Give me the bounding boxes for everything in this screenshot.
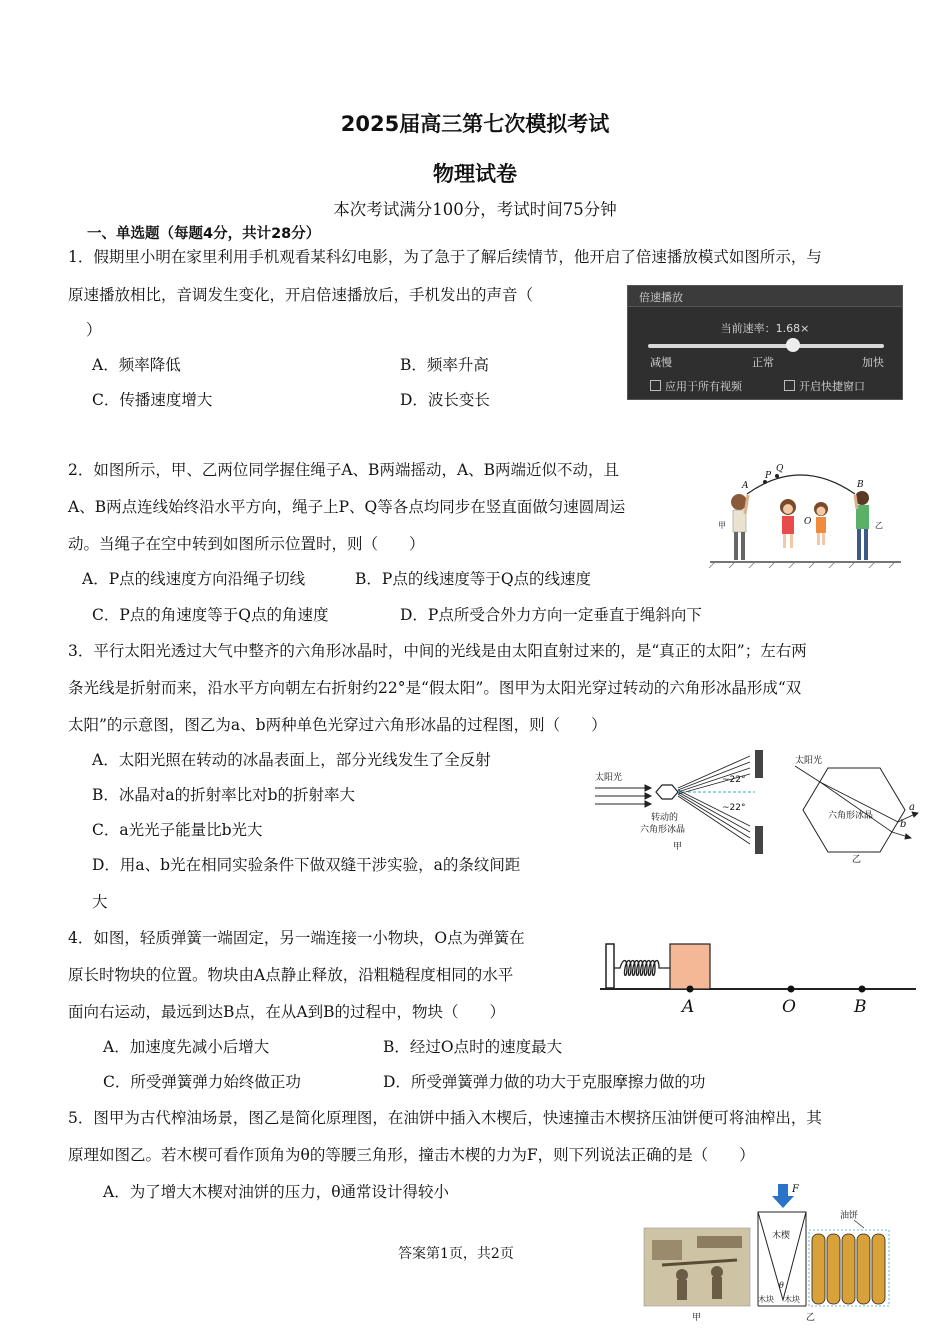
checkbox-quick-window-label: 开启快捷窗口 (799, 380, 865, 393)
panel-header-label: 倍速播放 (639, 291, 683, 304)
q4-option-a[interactable]: A．加速度先减小后增大 (103, 1038, 270, 1056)
ray-b-label: b (900, 819, 907, 830)
q2-option-a[interactable]: A．P点的线速度方向沿绳子切线 (82, 570, 306, 588)
playback-speed-panel (627, 285, 903, 400)
theta-label: θ (779, 1281, 784, 1290)
q4-option-b[interactable]: B．经过O点时的速度最大 (383, 1038, 563, 1056)
angle-label-1: ~22° (722, 775, 746, 785)
oil-press-figure (642, 1180, 902, 1340)
force-label: F (792, 1184, 799, 1195)
q3-option-b[interactable]: B．冰晶对a的折射率比对b的折射率大 (92, 786, 356, 804)
angle-label-2: ~22° (722, 803, 746, 813)
q3-option-c[interactable]: C．a光光子能量比b光大 (92, 821, 263, 839)
q1-option-c[interactable]: C．传播速度增大 (92, 391, 213, 409)
block-label-1: 木块 (758, 1295, 774, 1304)
q1-option-d[interactable]: D．波长变长 (400, 391, 490, 409)
rotating-label-2: 六角形冰晶 (640, 825, 686, 835)
point-o-label: O (782, 997, 796, 1017)
q5-line1: 5．图甲为古代榨油场景，图乙是简化原理图，在油饼中插入木楔后，快速撞击木楔挤压油饼便可将油榨出，其 (68, 1109, 822, 1127)
page-footer: 答案第1页，共2页 (398, 1246, 514, 1262)
q5-line2: 原理如图乙。若木楔可看作顶角为θ的等腰三角形，撞击木楔的力为F，则下列说法正确的是（ ） (68, 1146, 755, 1164)
checkbox-quick-window[interactable] (784, 380, 795, 391)
q1-line1: 1．假期里小明在家里利用手机观看某科幻电影，为了急于了解后续情节，他开启了倍速播放模式如图所示，与 (68, 248, 822, 266)
speed-slider-track[interactable] (648, 344, 884, 348)
point-a-label: A (682, 997, 695, 1017)
label-jia: 甲 (718, 521, 726, 530)
q2-option-c[interactable]: C．P点的角速度等于Q点的角速度 (92, 606, 329, 624)
crystal-label: 六角形冰晶 (828, 811, 874, 821)
q4-option-d[interactable]: D．所受弹簧弹力做的功大于克服摩擦力做的功 (383, 1073, 706, 1091)
sun-label: 太阳光 (595, 773, 623, 783)
section-heading: 一、单选题（每题4分，共计28分） (87, 226, 321, 242)
label-jia-5: 甲 (692, 1313, 702, 1323)
block (670, 944, 710, 989)
q1-option-b[interactable]: B．频率升高 (400, 356, 489, 374)
slider-label-slow: 减慢 (650, 356, 672, 369)
q1-line3: ） (86, 321, 102, 339)
exam-info: 本次考试满分100分，考试时间75分钟 (333, 200, 617, 219)
q2-line2: A、B两点连线始终沿水平方向，绳子上P、Q等各点均同步在竖直面做匀速圆周运 (68, 498, 626, 516)
panel-header (628, 286, 902, 307)
checkbox-all-videos[interactable] (650, 380, 661, 391)
label-jia-3: 甲 (673, 842, 683, 852)
q2-option-d[interactable]: D．P点所受合外力方向一定垂直于绳斜向下 (400, 606, 702, 624)
crystal-figure-yi (790, 752, 925, 864)
q3-line3: 太阳”的示意图，图乙为a、b两种单色光穿过六角形冰晶的过程图，则（ ） (68, 716, 607, 734)
q5-option-a[interactable]: A．为了增大木楔对油饼的压力，θ通常设计得较小 (103, 1183, 450, 1201)
spring-block-figure (596, 940, 921, 1020)
q3-option-d-cont: 大 (92, 893, 108, 911)
q4-line1: 4．如图，轻质弹簧一端固定，另一端连接一小物块，O点为弹簧在 (68, 929, 525, 947)
exam-subtitle: 物理试卷 (433, 162, 517, 186)
rope-skipping-figure (705, 462, 905, 572)
label-b: B (857, 480, 864, 490)
ray-a-label: a (909, 802, 915, 813)
speed-slider-handle[interactable] (786, 338, 800, 352)
label-p: P (765, 471, 772, 481)
q4-option-c[interactable]: C．所受弹簧弹力始终做正功 (103, 1073, 301, 1091)
q3-option-a[interactable]: A．太阳光照在转动的冰晶表面上，部分光线发生了全反射 (92, 751, 491, 769)
slider-label-normal: 正常 (752, 356, 774, 369)
label-yi: 乙 (875, 521, 883, 530)
label-q: Q (776, 464, 784, 474)
block-label-2: 木块 (784, 1295, 800, 1304)
q2-line1: 2．如图所示，甲、乙两位同学握住绳子A、B两端摇动，A、B两端近似不动，且 (68, 461, 620, 479)
q1-option-a[interactable]: A．频率降低 (92, 356, 181, 374)
label-yi-3: 乙 (852, 855, 862, 864)
oil-cake-label: 油饼 (840, 1211, 859, 1221)
wedge-label: 木楔 (772, 1231, 791, 1241)
sun-label-2: 太阳光 (795, 756, 823, 766)
q4-line2: 原长时物块的位置。物块由A点静止释放，沿粗糙程度相同的水平 (68, 966, 514, 984)
q2-line3: 动。当绳子在空中转到如图所示位置时，则（ ） (68, 535, 425, 553)
exam-title: 2025届高三第七次模拟考试 (340, 112, 610, 136)
double-sun-figure-jia (590, 748, 780, 863)
label-o: O (804, 517, 812, 527)
checkbox-all-videos-label: 应用于所有视频 (665, 380, 742, 393)
q3-option-d[interactable]: D．用a、b光在相同实验条件下做双缝干涉实验，a的条纹间距 (92, 856, 521, 874)
q3-line2: 条光线是折射而来，沿水平方向朝左右折射约22°是“假太阳”。图甲为太阳光穿过转动的六角形冰晶形成“双 (68, 679, 802, 697)
q1-line2: 原速播放相比，音调发生变化，开启倍速播放后，手机发出的声音（ (68, 286, 534, 304)
label-a: A (742, 481, 749, 491)
point-b-label: B (854, 997, 867, 1017)
q4-line3: 面向右运动，最远到达B点，在从A到B的过程中，物块（ ） (68, 1003, 505, 1021)
rotating-label-1: 转动的 (651, 813, 679, 823)
label-yi-5: 乙 (806, 1313, 816, 1323)
current-rate: 当前速率：1.68× (720, 322, 810, 335)
slider-label-fast: 加快 (862, 356, 884, 369)
q3-line1: 3．平行太阳光透过大气中整齐的六角形冰晶时，中间的光线是由太阳直射过来的，是“真正的太阳”；左右两 (68, 642, 807, 660)
q2-option-b[interactable]: B．P点的线速度等于Q点的线速度 (355, 570, 592, 588)
